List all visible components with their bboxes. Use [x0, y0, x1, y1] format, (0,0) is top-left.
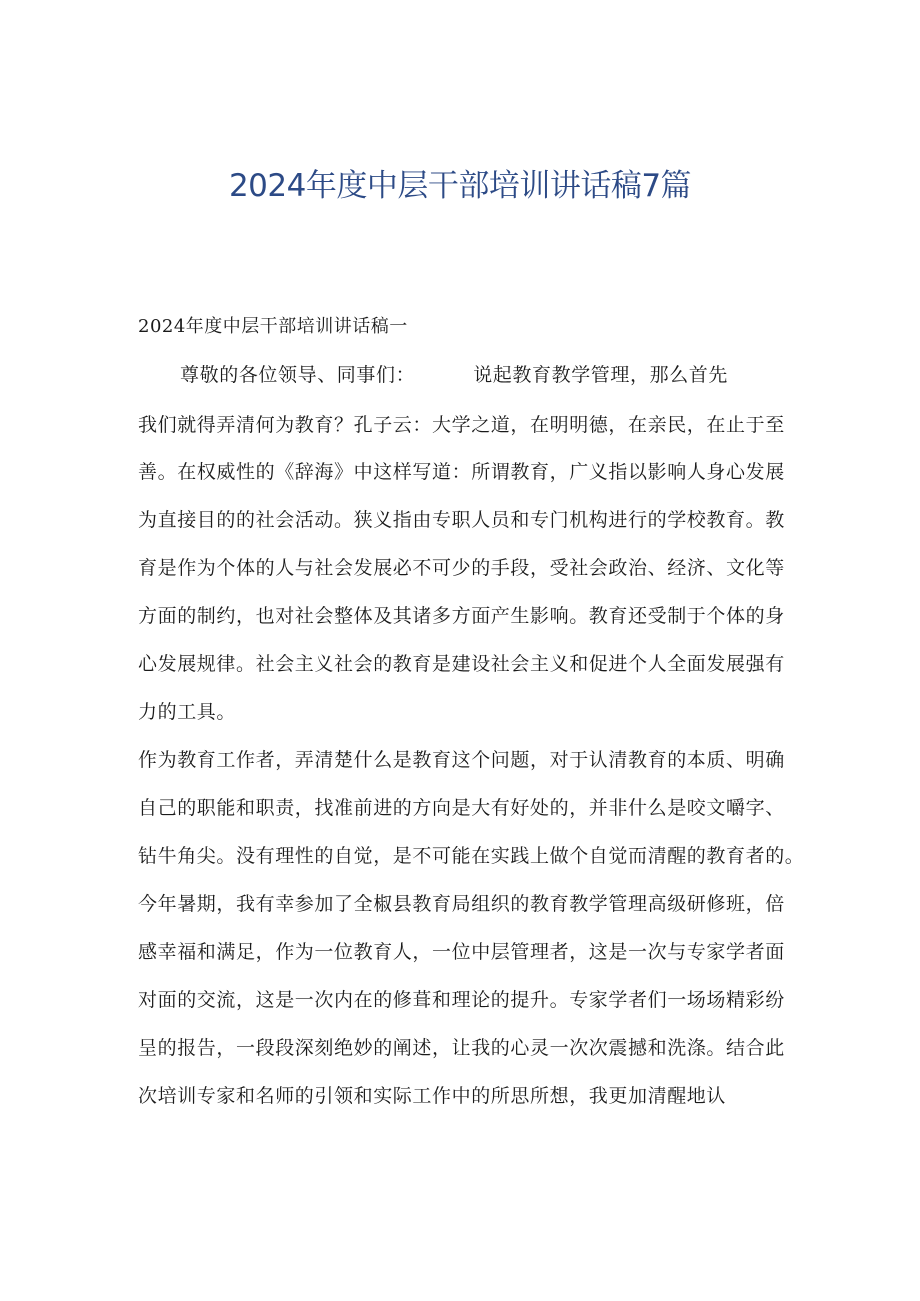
paragraph-line: 为直接目的的社会活动。狭义指由专职人员和专门机构进行的学校教育。教 — [138, 509, 785, 531]
salutation-line — [180, 360, 860, 387]
paragraph-line: 我们就得弄清何为教育？孔子云：大学之道，在明明德，在亲民，在止于至 — [138, 414, 785, 436]
section-heading: 2024年度中层干部培训讲话稿一 — [138, 316, 408, 337]
paragraph-line: 钻牛角尖。没有理性的自觉，是不可能在实践上做个自觉而清醒的教育者的。 — [138, 845, 805, 867]
paragraph-line: 方面的制约，也对社会整体及其诸多方面产生影响。教育还受制于个体的身 — [138, 605, 785, 627]
paragraph-line: 今年暑期，我有幸参加了全椒县教育局组织的教育教学管理高级研修班，倍 — [138, 893, 785, 915]
paragraph-line: 作为教育工作者，弄清楚什么是教育这个问题，对于认清教育的本质、明确 — [138, 749, 785, 771]
paragraph-line: 育是作为个体的人与社会发展必不可少的手段，受社会政治、经济、文化等 — [138, 557, 785, 579]
paragraph-line: 善。在权威性的《辞海》中这样写道：所谓教育，广义指以影响人身心发展 — [138, 461, 785, 483]
paragraph-line: 自己的职能和职责，找准前进的方向是大有好处的，并非什么是咬文嚼字、 — [138, 797, 785, 819]
paragraph-line: 次培训专家和名师的引领和实际工作中的所思所想，我更加清醒地认 — [138, 1085, 727, 1107]
document-title: 2024年度中层干部培训讲话稿7篇 — [228, 168, 692, 204]
salutation: 尊敬的各位领导、同事们： — [180, 364, 416, 386]
opening-text: 说起教育教学管理，那么首先 — [473, 364, 729, 386]
paragraph-line: 呈的报告，一段段深刻绝妙的阐述，让我的心灵一次次震撼和洗涤。结合此 — [138, 1037, 785, 1059]
paragraph-line: 心发展规律。社会主义社会的教育是建设社会主义和促进个人全面发展强有 — [138, 653, 785, 675]
paragraph-line: 感幸福和满足，作为一位教育人，一位中层管理者，这是一次与专家学者面 — [138, 941, 785, 963]
paragraph-line: 力的工具。 — [138, 701, 237, 723]
paragraph-line: 对面的交流，这是一次内在的修葺和理论的提升。专家学者们一场场精彩纷 — [138, 989, 785, 1011]
